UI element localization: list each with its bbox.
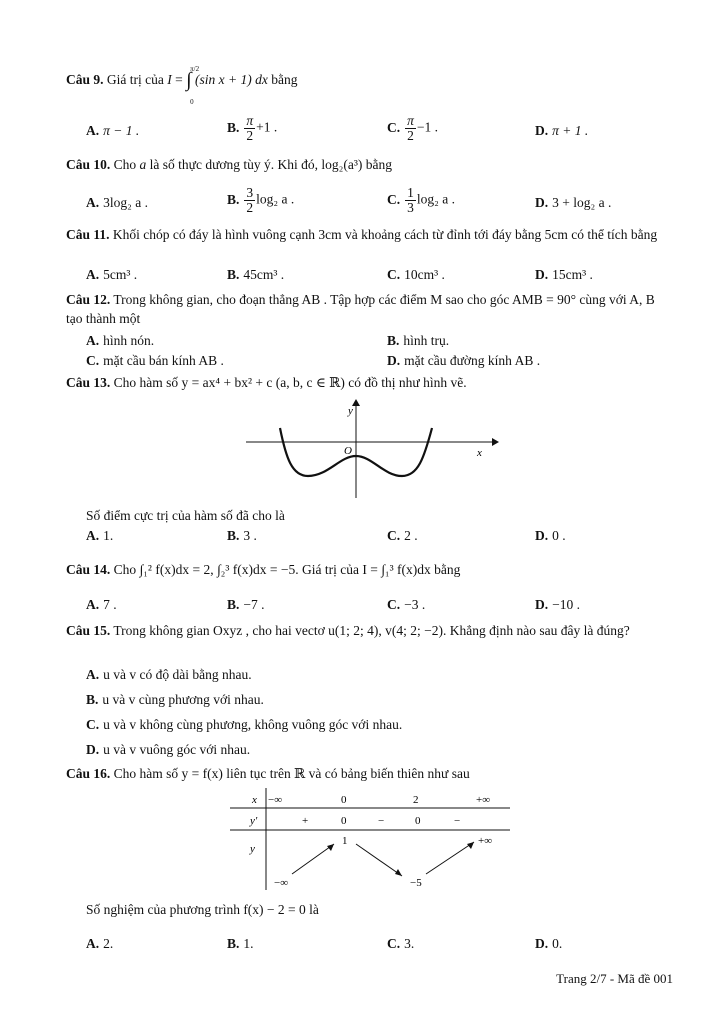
option-letter: A. (86, 267, 100, 282)
option-c[interactable] (86, 715, 402, 734)
yprime-zero-2: 0 (415, 815, 421, 827)
arrow-down (356, 844, 402, 876)
function-graph (240, 398, 500, 502)
question-text: là số thực dương tùy ý. Khi đó, (149, 157, 319, 172)
option-letter: B. (227, 267, 240, 282)
option-value: 3log₂ a . (103, 195, 148, 210)
question-text: Giá trị của (106, 72, 164, 87)
question-number: Câu 10. (66, 157, 111, 172)
question-13-sub: Số điểm cực trị của hàm số đã cho là (86, 508, 285, 523)
question-9: Câu 9. Giá trị của I = ∫ π/2 0 (sin x + 1) dx bằng (66, 70, 673, 90)
option-value: 2 . (404, 528, 418, 543)
fraction (405, 186, 416, 215)
question-number: Câu 11. (66, 227, 110, 242)
option-c[interactable] (387, 595, 425, 614)
option-letter: C. (387, 528, 401, 543)
option-letter: C. (86, 717, 100, 732)
option-value: −3 . (404, 597, 426, 612)
denominator: 2 (246, 200, 254, 215)
option-letter: D. (535, 195, 549, 210)
option-letter: B. (387, 333, 400, 348)
x-label: x (477, 447, 482, 459)
yprime-zero-1: 0 (341, 815, 347, 827)
question-number: Câu 13. (66, 375, 111, 390)
option-value: mặt cầu bán kính AB . (103, 353, 224, 368)
question-text: Khối chóp có đáy là hình vuông cạnh 3cm và khoảng cách từ đỉnh tới đáy bằng 5cm có thể tích bằng (112, 227, 658, 242)
option-value: π + 1 . (552, 123, 589, 138)
arrowhead-down (395, 869, 402, 876)
option-letter: C. (387, 191, 401, 207)
option-value: 1. (103, 528, 114, 543)
option-a[interactable] (86, 595, 117, 614)
option-value: −1 . (416, 119, 439, 135)
x-val-2: 2 (413, 794, 419, 806)
y-axis-arrow (352, 399, 360, 406)
option-value: mặt cầu đường kính AB . (404, 353, 541, 368)
option-letter: A. (86, 936, 100, 951)
option-value: 15cm³ . (552, 267, 593, 282)
option-b[interactable] (86, 690, 264, 709)
fraction (244, 114, 255, 143)
question-11 (66, 225, 673, 244)
x-axis-arrow (492, 438, 499, 446)
question-16 (66, 764, 673, 783)
option-value: 0 . (552, 528, 566, 543)
option-letter: A. (86, 597, 100, 612)
y-row-label: y (250, 843, 255, 855)
option-letter: C. (387, 267, 401, 282)
y-val-max: 1 (342, 835, 348, 847)
option-value: π − 1 . (103, 123, 140, 138)
yprime-sign-3: − (454, 815, 461, 827)
option-b[interactable] (227, 526, 257, 545)
numerator: 1 (407, 185, 414, 200)
question-14 (66, 560, 673, 579)
yprime-sign-1: + (302, 815, 309, 827)
option-value: 3 . (243, 528, 257, 543)
option-letter: B. (227, 528, 240, 543)
option-d[interactable] (387, 351, 540, 370)
variable: a (139, 157, 147, 172)
option-letter: D. (535, 597, 549, 612)
option-a[interactable] (86, 331, 154, 350)
option-letter: A. (86, 195, 100, 210)
option-letter: D. (535, 123, 549, 138)
option-letter: D. (535, 267, 549, 282)
option-value: 3 + log₂ a . (552, 195, 612, 210)
option-c[interactable] (387, 114, 438, 143)
option-value: u và v cùng phương với nhau. (102, 692, 264, 707)
numerator: π (407, 113, 414, 128)
option-value: +1 . (256, 119, 278, 135)
option-value: u và v có độ dài bằng nhau. (103, 667, 252, 682)
denominator: 2 (407, 128, 414, 143)
option-b[interactable] (227, 186, 294, 215)
option-a[interactable] (86, 526, 113, 545)
arrowhead-up-1 (327, 844, 334, 851)
question-text: Cho ∫₁² f(x)dx = 2, ∫₂³ f(x)dx = −5. Giá trị của I = ∫₁³ f(x)dx bằng (113, 562, 461, 577)
question-12 (66, 290, 673, 328)
option-b[interactable] (227, 595, 265, 614)
question-number: Câu 9. (66, 72, 104, 87)
question-13 (66, 373, 673, 392)
question-text: Cho hàm số y = f(x) liên tục trên ℝ và có bảng biến thiên như sau (113, 766, 470, 781)
option-letter: B. (227, 191, 240, 207)
option-b[interactable] (227, 265, 284, 284)
question-number: Câu 12. (66, 292, 111, 307)
option-value: 3. (404, 936, 415, 951)
option-value: 45cm³ . (243, 267, 285, 282)
question-number: Câu 14. (66, 562, 111, 577)
question-text: Trong không gian Oxyz , cho hai vectơ u(1; 2; 4), v(4; 2; −2). Khẳng định nào sau đây là đúng? (113, 623, 630, 638)
denominator: 2 (246, 128, 254, 143)
question-tail: bằng (365, 157, 393, 172)
option-d[interactable] (535, 526, 566, 545)
option-letter: B. (227, 119, 240, 135)
option-b[interactable] (387, 331, 449, 350)
option-d[interactable] (535, 121, 588, 140)
option-value: u và v không cùng phương, không vuông góc với nhau. (103, 717, 403, 732)
option-letter: C. (387, 936, 401, 951)
question-16-sub: Số nghiệm của phương trình f(x) − 2 = 0 là (86, 902, 319, 917)
option-a[interactable] (86, 934, 113, 953)
option-letter: D. (535, 528, 549, 543)
yprime-sign-2: − (378, 815, 385, 827)
option-letter: A. (86, 123, 100, 138)
option-d[interactable] (86, 740, 250, 759)
option-value: −10 . (552, 597, 580, 612)
option-letter: A. (86, 528, 100, 543)
upper-limit: π/2 (190, 65, 200, 74)
option-c[interactable] (387, 526, 418, 545)
option-letter: A. (86, 667, 100, 682)
expression: log₂(a³) (321, 157, 363, 172)
option-letter: B. (86, 692, 99, 707)
denominator: 3 (407, 200, 414, 215)
math-i: I (167, 72, 172, 87)
question-number: Câu 16. (66, 766, 111, 781)
question-tail: bằng (271, 72, 298, 87)
option-letter: B. (227, 936, 240, 951)
question-text: Trong không gian, cho đoạn thẳng AB . Tập hợp các điểm M sao cho góc AMB = 90° cùng với A, B tạo thành một (66, 292, 655, 326)
option-value: 5cm³ . (103, 267, 138, 282)
origin-label: O (344, 445, 352, 457)
option-c[interactable] (387, 265, 445, 284)
question-10 (66, 155, 673, 174)
y-val-posinf: +∞ (478, 835, 493, 847)
option-d[interactable] (535, 193, 611, 212)
option-letter: D. (387, 353, 401, 368)
option-a[interactable] (86, 193, 148, 212)
option-a[interactable] (86, 265, 137, 284)
option-d[interactable] (535, 595, 580, 614)
option-letter: A. (86, 333, 100, 348)
option-letter: C. (387, 119, 401, 135)
y-val-min: −5 (410, 877, 422, 889)
option-a[interactable] (86, 121, 139, 140)
lower-limit: 0 (190, 98, 194, 107)
option-c[interactable] (387, 186, 455, 215)
question-15 (66, 621, 673, 640)
x-row-label: x (252, 794, 257, 806)
option-b[interactable] (227, 934, 254, 953)
option-value: hình trụ. (403, 333, 450, 348)
numerator: 3 (246, 185, 254, 200)
variation-table (230, 788, 520, 892)
option-value: log₂ a . (256, 191, 295, 207)
option-value: 10cm³ . (404, 267, 445, 282)
fraction (244, 186, 255, 215)
x-val-posinf: +∞ (476, 794, 491, 806)
option-value: hình nón. (103, 333, 155, 348)
question-number: Câu 15. (66, 623, 111, 638)
option-c[interactable] (86, 351, 224, 370)
y-label: y (348, 405, 353, 417)
yprime-row-label: y' (250, 815, 258, 827)
option-value: −7 . (243, 597, 265, 612)
option-value: 2. (103, 936, 114, 951)
option-letter: C. (387, 597, 401, 612)
option-c[interactable] (387, 934, 414, 953)
option-d[interactable] (535, 265, 593, 284)
arrow-up-2 (426, 842, 474, 874)
integral-sign: ∫ π/2 0 (186, 69, 191, 91)
fraction (405, 114, 416, 143)
option-letter: D. (535, 936, 549, 951)
x-val-neginf: −∞ (268, 794, 283, 806)
option-value: 0. (552, 936, 563, 951)
x-val-0: 0 (341, 794, 347, 806)
option-d[interactable] (535, 934, 562, 953)
question-text: Cho hàm số y = ax⁴ + bx² + c (a, b, c ∈ ℝ) có đồ thị như hình vẽ. (113, 375, 467, 390)
option-letter: D. (86, 742, 100, 757)
option-letter: B. (227, 597, 240, 612)
option-value: log₂ a . (416, 191, 455, 207)
option-value: u và v vuông góc với nhau. (103, 742, 251, 757)
y-val-neginf: −∞ (274, 877, 289, 889)
option-b[interactable] (227, 114, 277, 143)
option-letter: C. (86, 353, 100, 368)
option-a[interactable] (86, 665, 252, 684)
option-value: 1. (243, 936, 254, 951)
option-value: 7 . (103, 597, 117, 612)
numerator: π (246, 113, 254, 128)
question-text: Cho (113, 157, 137, 172)
page-footer: Trang 2/7 - Mã đề 001 (556, 971, 673, 986)
arrow-up-1 (292, 844, 334, 874)
integrand: (sin x + 1) dx (194, 72, 268, 87)
